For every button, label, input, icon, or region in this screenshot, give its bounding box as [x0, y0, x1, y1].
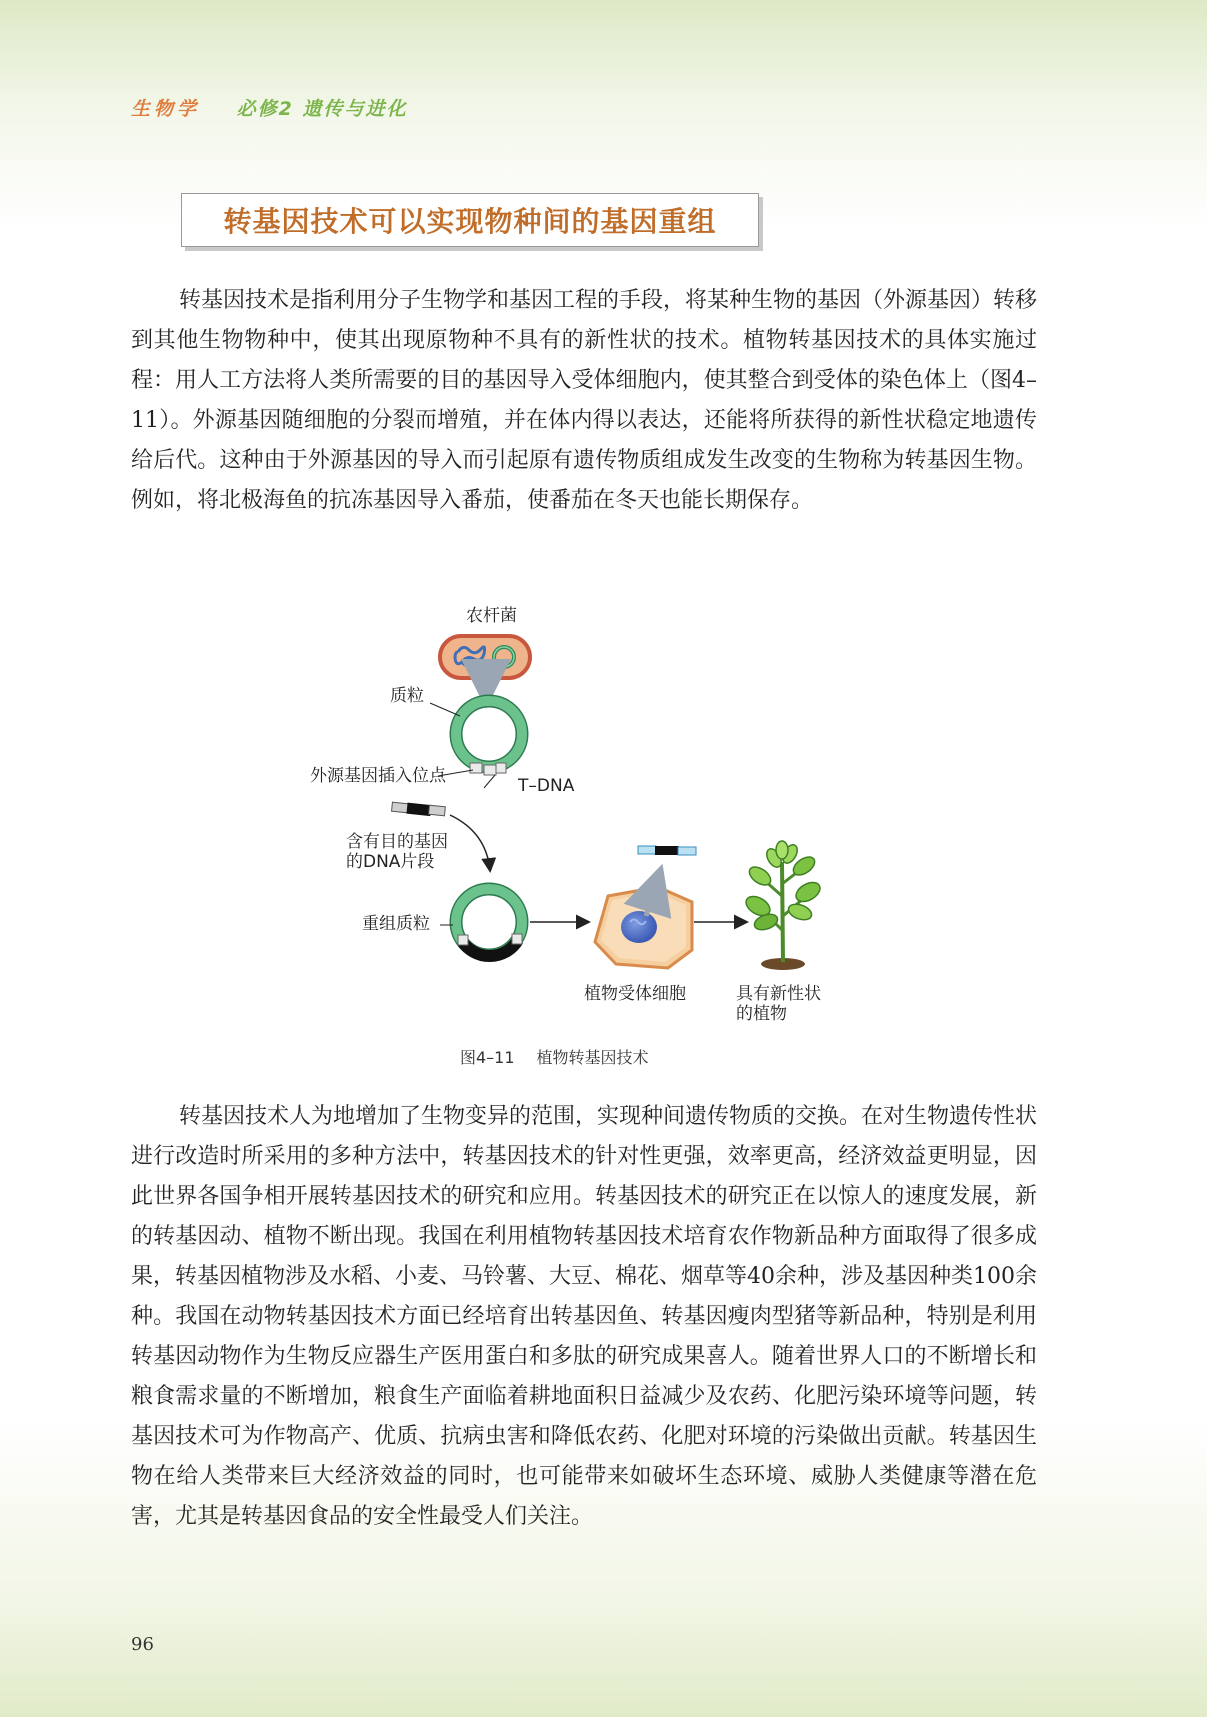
paragraph-2	[131, 1097, 1037, 1537]
figure-illustration	[290, 600, 870, 1040]
gene-fragment-small	[638, 846, 696, 855]
plant-recipient-cell	[595, 887, 692, 968]
label-agrobacterium: 农杆菌	[466, 606, 517, 626]
header-book: 必修2 遗传与进化	[236, 98, 408, 120]
recombinant-plasmid-ring	[456, 889, 522, 956]
label-new-trait-line1: 具有新性状	[736, 984, 821, 1004]
section-title	[181, 193, 759, 247]
page-number: 96	[131, 1634, 154, 1655]
label-target-gene	[346, 832, 448, 872]
label-insertion-site: 外源基因插入位点	[310, 766, 446, 786]
label-tdna: T–DNA	[518, 776, 575, 796]
arrow-insert-gene	[450, 815, 490, 870]
figure-caption-text: 植物转基因技术	[536, 1048, 649, 1067]
section-title-text: 转基因技术可以实现物种间的基因重组	[223, 205, 717, 238]
label-recombinant-plasmid: 重组质粒	[362, 914, 430, 934]
agrobacterium-cell	[440, 636, 530, 678]
label-new-trait-line2: 的植物	[736, 1004, 787, 1024]
label-plasmid: 质粒	[390, 686, 424, 706]
paragraph-2-text: 转基因技术人为地增加了生物变异的范围，实现种间遗传物质的交换。在对生物遗传性状进行改造时所采用的多种方法中，转基因技术的针对性更强，效率更高，经济效益更明显，因此世界各国争相开展转基因技术的研究和应用。转基因技术的研究正在以惊人的速度发展，新的转基因动、植物不断出现。我国在利用植物转基因技术培育农作物新品种方面取得了很多成果，转基因植物涉及水稻、小麦、马铃薯、大豆、棉花、烟草等40余种，涉及基因种类100余种。我国在动物转基因技术方面已经培育出转基因鱼、转基因瘦肉型猪等新品种，特别是利用转基因动物作为生物反应器生产医用蛋白和多肽的研究成果喜人。随着世界人口的不断增长和粮食需求量的不断增加，粮食生产面临着耕地面积日益减少及农药、化肥污染环境等问题，转基因技术可为作物高产、优质、抗病虫害和降低农药、化肥对环境的污染做出贡献。转基因生物在给人类带来巨大经济效益的同时，也可能带来如破坏生态环境、威胁人类健康等潜在危害，尤其是转基因食品的安全性最受人们关注。	[131, 1104, 1038, 1529]
paragraph-1-text: 转基因技术是指利用分子生物学和基因工程的手段，将某种生物的基因（外源基因）转移到其他生物物种中，使其出现原物种不具有的新性状的技术。植物转基因技术的具体实施过程：用人工方法将人类所需要的目的基因导入受体细胞内，使其整合到受体的染色体上（图4–11）。外源基因随细胞的分裂而增殖，并在体内得以表达，还能将所获得的新性状稳定地遗传给后代。这种由于外源基因的导入而引起原有遗传物质组成发生改变的生物称为转基因生物。例如，将北极海鱼的抗冻基因导入番茄，使番茄在冬天也能长期保存。	[131, 288, 1038, 513]
header-subject: 生物学	[131, 98, 201, 120]
label-new-trait-plant	[736, 984, 821, 1024]
transgenic-plant	[743, 841, 824, 970]
label-target-gene-line2: 的DNA片段	[346, 852, 435, 872]
target-dna-fragment	[392, 802, 446, 816]
plasmid-ring	[456, 701, 522, 775]
figure-caption-number: 图4–11	[460, 1048, 515, 1067]
label-target-gene-line1: 含有目的基因	[346, 832, 448, 852]
label-recipient-cell: 植物受体细胞	[584, 984, 686, 1004]
figure-transgenic-process	[290, 600, 870, 1040]
paragraph-1	[131, 281, 1037, 521]
running-header	[131, 94, 407, 121]
figure-caption	[460, 1045, 649, 1068]
